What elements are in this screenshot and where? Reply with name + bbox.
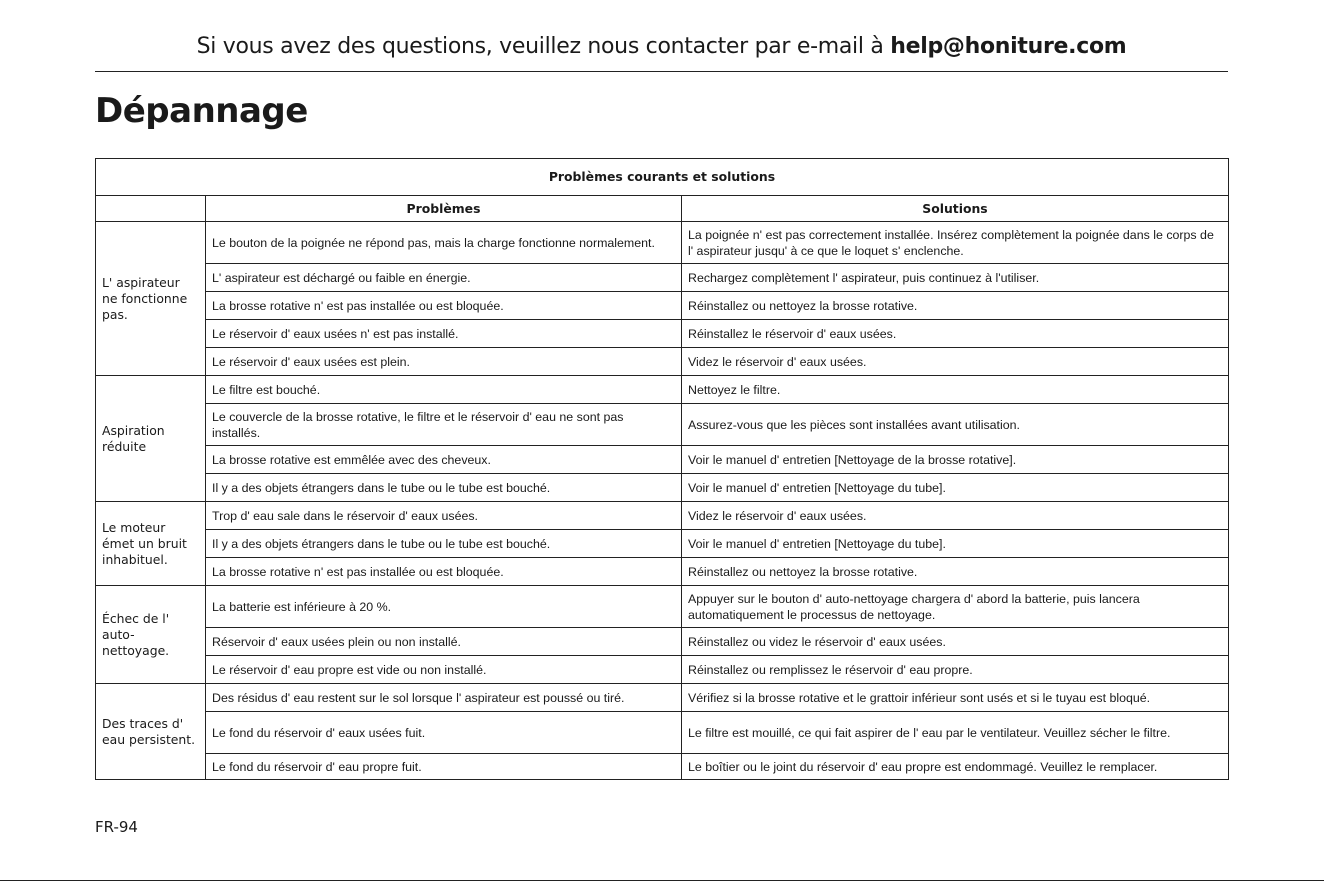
problem-cell: Le fond du réservoir d' eau propre fuit. bbox=[206, 754, 682, 780]
contact-line bbox=[95, 32, 1228, 62]
category-cell: Des traces d' eau persistent. bbox=[96, 684, 206, 780]
solution-cell: Voir le manuel d' entretien [Nettoyage du tube]. bbox=[682, 530, 1229, 558]
column-header-solutions: Solutions bbox=[682, 196, 1229, 222]
solution-cell: Réinstallez le réservoir d' eaux usées. bbox=[682, 320, 1229, 348]
table-row bbox=[96, 530, 1229, 558]
table-row bbox=[96, 264, 1229, 292]
table-row bbox=[96, 754, 1229, 780]
problem-cell: Le bouton de la poignée ne répond pas, mais la charge fonctionne normalement. bbox=[206, 222, 682, 264]
problem-cell: Le réservoir d' eaux usées est plein. bbox=[206, 348, 682, 376]
solution-cell: Nettoyez le filtre. bbox=[682, 376, 1229, 404]
problem-cell: Le couvercle de la brosse rotative, le filtre et le réservoir d' eau ne sont pas installés. bbox=[206, 404, 682, 446]
problem-cell: Trop d' eau sale dans le réservoir d' eaux usées. bbox=[206, 502, 682, 530]
table-row bbox=[96, 558, 1229, 586]
page-number: FR-94 bbox=[95, 818, 138, 836]
solution-cell: Réinstallez ou nettoyez la brosse rotative. bbox=[682, 558, 1229, 586]
problem-cell: Le réservoir d' eaux usées n' est pas installé. bbox=[206, 320, 682, 348]
table-row bbox=[96, 474, 1229, 502]
solution-cell: Réinstallez ou nettoyez la brosse rotative. bbox=[682, 292, 1229, 320]
table-row bbox=[96, 292, 1229, 320]
solution-cell: Réinstallez ou remplissez le réservoir d' eau propre. bbox=[682, 656, 1229, 684]
solution-cell: La poignée n' est pas correctement installée. Insérez complètement la poignée dans le corps de l' aspirateur jusqu' à ce que le loquet s' enclenche. bbox=[682, 222, 1229, 264]
problem-cell: La batterie est inférieure à 20 %. bbox=[206, 586, 682, 628]
contact-text: Si vous avez des questions, veuillez nous contacter par e-mail à bbox=[196, 34, 891, 59]
solution-cell: Vérifiez si la brosse rotative et le grattoir inférieur sont usés et si le tuyau est bloqué. bbox=[682, 684, 1229, 712]
problem-cell: Le fond du réservoir d' eaux usées fuit. bbox=[206, 712, 682, 754]
table-row bbox=[96, 684, 1229, 712]
table-row bbox=[96, 656, 1229, 684]
solution-cell: Appuyer sur le bouton d' auto-nettoyage chargera d' abord la batterie, puis lancera automatiquement le processus de nettoyage. bbox=[682, 586, 1229, 628]
category-cell: Le moteur émet un bruit inhabituel. bbox=[96, 502, 206, 586]
header-divider bbox=[95, 71, 1228, 72]
bottom-divider bbox=[0, 880, 1324, 881]
table-row bbox=[96, 222, 1229, 264]
problem-cell: La brosse rotative n' est pas installée ou est bloquée. bbox=[206, 292, 682, 320]
solution-cell: Rechargez complètement l' aspirateur, puis continuez à l'utiliser. bbox=[682, 264, 1229, 292]
solution-cell: Voir le manuel d' entretien [Nettoyage du tube]. bbox=[682, 474, 1229, 502]
table-row bbox=[96, 502, 1229, 530]
problem-cell: Il y a des objets étrangers dans le tube ou le tube est bouché. bbox=[206, 530, 682, 558]
table-row bbox=[96, 446, 1229, 474]
problem-cell: Des résidus d' eau restent sur le sol lorsque l' aspirateur est poussé ou tiré. bbox=[206, 684, 682, 712]
solution-cell: Assurez-vous que les pièces sont installées avant utilisation. bbox=[682, 404, 1229, 446]
table-caption: Problèmes courants et solutions bbox=[96, 159, 1229, 196]
table-row bbox=[96, 376, 1229, 404]
table-row bbox=[96, 320, 1229, 348]
solution-cell: Voir le manuel d' entretien [Nettoyage de la brosse rotative]. bbox=[682, 446, 1229, 474]
solution-cell: Réinstallez ou videz le réservoir d' eaux usées. bbox=[682, 628, 1229, 656]
problem-cell: Le filtre est bouché. bbox=[206, 376, 682, 404]
problem-cell: Le réservoir d' eau propre est vide ou non installé. bbox=[206, 656, 682, 684]
table-row bbox=[96, 586, 1229, 628]
table-row bbox=[96, 404, 1229, 446]
solution-cell: Le filtre est mouillé, ce qui fait aspirer de l' eau par le ventilateur. Veuillez sécher le filtre. bbox=[682, 712, 1229, 754]
category-cell: Aspiration réduite bbox=[96, 376, 206, 502]
troubleshooting-table bbox=[95, 158, 1229, 780]
column-header-category bbox=[96, 196, 206, 222]
problem-cell: Réservoir d' eaux usées plein ou non installé. bbox=[206, 628, 682, 656]
solution-cell: Le boîtier ou le joint du réservoir d' eau propre est endommagé. Veuillez le remplacer. bbox=[682, 754, 1229, 780]
column-header-problems: Problèmes bbox=[206, 196, 682, 222]
problem-cell: La brosse rotative n' est pas installée ou est bloquée. bbox=[206, 558, 682, 586]
solution-cell: Videz le réservoir d' eaux usées. bbox=[682, 502, 1229, 530]
problem-cell: La brosse rotative est emmêlée avec des cheveux. bbox=[206, 446, 682, 474]
table-row bbox=[96, 712, 1229, 754]
category-cell: Échec de l' auto-nettoyage. bbox=[96, 586, 206, 684]
contact-email: help@honiture.com bbox=[890, 34, 1127, 59]
solution-cell: Videz le réservoir d' eaux usées. bbox=[682, 348, 1229, 376]
table-row bbox=[96, 348, 1229, 376]
problem-cell: L' aspirateur est déchargé ou faible en énergie. bbox=[206, 264, 682, 292]
page-title: Dépannage bbox=[95, 91, 308, 131]
problem-cell: Il y a des objets étrangers dans le tube ou le tube est bouché. bbox=[206, 474, 682, 502]
category-cell: L' aspirateur ne fonctionne pas. bbox=[96, 222, 206, 376]
table-row bbox=[96, 628, 1229, 656]
